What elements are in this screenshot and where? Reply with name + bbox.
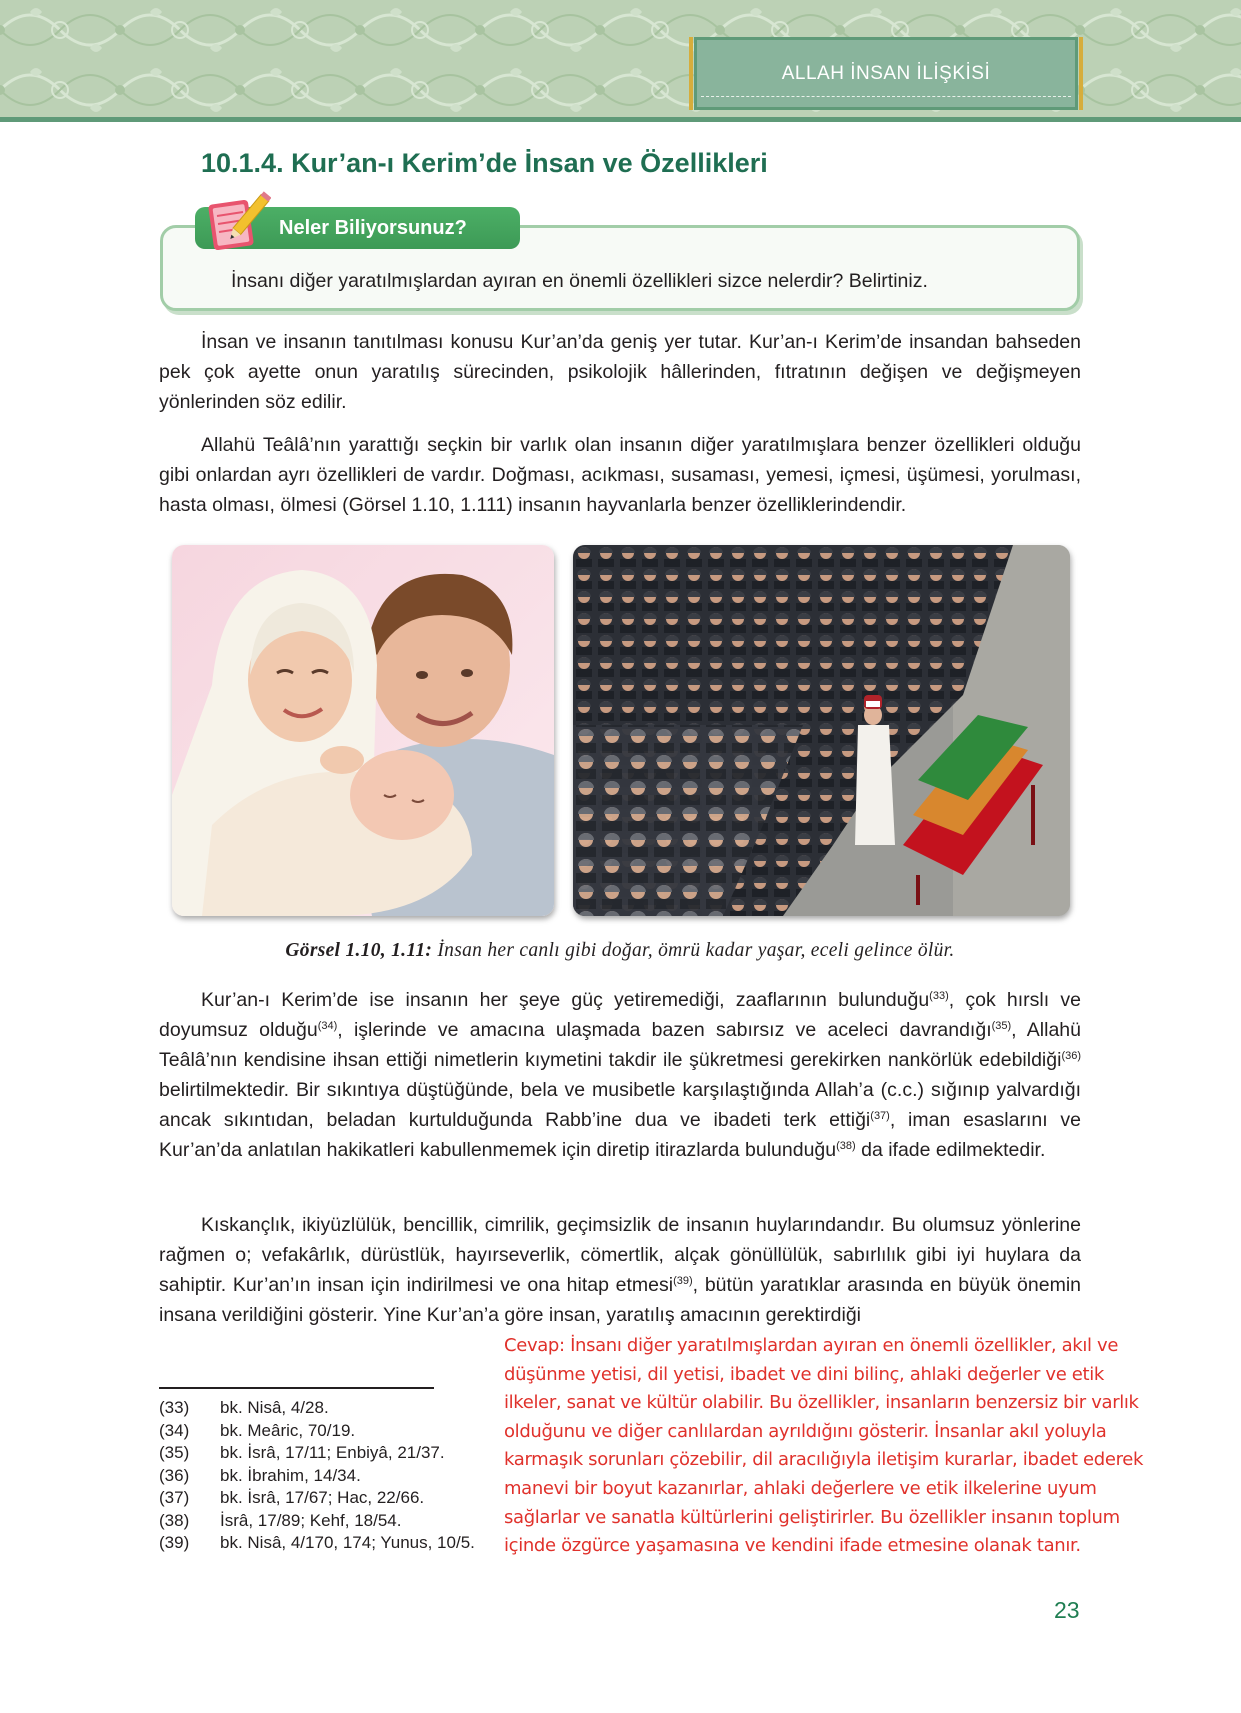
p3-text-7: da ifade edilmektedir.: [855, 1139, 1046, 1161]
p3-text-4: , Allahü Teâlâ’nın kendisine ihsan ettiği nimetlerin kıymetini takdir ile şükretmesi gerekirken nankörlük edebildiği: [159, 1019, 1081, 1071]
answer-line: manevi bir boyut kazanırlar, ahlaki değerlere ve etik ilkelerine uyum: [504, 1477, 1097, 1499]
question-heading: Neler Biliyorsunuz?: [279, 216, 467, 239]
footnote-text: bk. İbrahim, 14/34.: [220, 1465, 361, 1485]
p3-text-2: , çok hırslı ve doyumsuz olduğu: [159, 989, 1081, 1041]
answer-line: olduğunu ve diğer canlılardan ayrıldığını gösterir. İnsanlar akıl yoluyla: [504, 1420, 1107, 1442]
footnote-text: bk. Nisâ, 4/170, 174; Yunus, 10/5.: [220, 1533, 475, 1552]
p3-text-3: , işlerinde ve amacına ulaşmada bazen sabırsız ve aceleci davrandığı: [337, 1019, 992, 1041]
footnote-ref-37[interactable]: (37): [870, 1110, 890, 1122]
footnote-text: bk. İsrâ, 17/67; Hac, 22/66.: [220, 1488, 425, 1507]
paragraph-2: [159, 430, 1081, 520]
footnote-number: (35): [159, 1443, 190, 1462]
footnote-36: [159, 1465, 475, 1488]
p4-text-2: , bütün yaratıklar arasında en büyük önemin insana verildiğini gösterir. Yine Kur’an’a göre insan, yaratılış amacının gerektirdiği: [159, 1274, 1081, 1326]
footnote-33: [159, 1397, 475, 1420]
answer-text: [504, 1332, 1234, 1561]
footnote-ref-38[interactable]: (38): [836, 1140, 856, 1152]
question-text: İnsanı diğer yaratılmışlardan ayıran en önemli özellikleri sizce nelerdir? Belirtiniz.: [231, 270, 928, 292]
p3-text-5: belirtilmektedir. Bir sıkıntıya düştüğünde, bela ve musibetle karşılaştığında Allah’a (c.c.) sığınıp yalvardığı ancak sıkıntıdan, beladan kurtulduğunda Rabb’ine dua ve ibadeti terk ettiği: [159, 1079, 1081, 1131]
footnote-ref-35[interactable]: (35): [991, 1020, 1012, 1032]
footnote-number: (34): [159, 1420, 190, 1440]
answer-line: karmaşık sorunları çözebilir, dil aracılığıyla iletişim kurarlar, ibadet ederek: [504, 1449, 1144, 1471]
footnote-ref-36[interactable]: (36): [1061, 1050, 1081, 1062]
tab-gold-mark: [1079, 37, 1083, 110]
footnote-ref-39[interactable]: (39): [673, 1275, 693, 1287]
footnote-number: (36): [159, 1465, 190, 1485]
footnote-list: [159, 1397, 475, 1555]
paragraph-1-text: İnsan ve insanın tanıtılması konusu Kur’an’da geniş yer tutar. Kur’an-ı Kerim’de insandan bahseden pek çok ayette onun yaratılış sürecinden, psikolojik hâllerinden, fıtratının değişen ve değişmeyen yönlerinden söz edilir.: [159, 331, 1081, 413]
paragraph-1: [159, 327, 1081, 417]
funeral-prayer-photo: [573, 545, 1070, 916]
footnote-ref-34[interactable]: (34): [317, 1020, 338, 1032]
chapter-tab: [694, 37, 1078, 110]
answer-line: düşünme yetisi, dil yetisi, ibadet ve dini bilinç, ahlaki değerler ve etik: [504, 1363, 1104, 1385]
paragraph-3: [159, 985, 1081, 1165]
pencil-notepad-icon: [205, 190, 271, 254]
paragraph-4: [159, 1210, 1081, 1330]
chapter-label: ALLAH İNSAN İLİŞKİSİ: [781, 62, 991, 84]
footnote-38: [159, 1510, 475, 1533]
answer-line: ilkeler, sanat ve kültür olabilir. Bu özellikler, insanların benzersiz bir varlık: [504, 1392, 1139, 1414]
answer-line: sağlarlar ve sanatla kültürlerini geliştirirler. Bu özellikler insanın toplum: [504, 1506, 1120, 1528]
footnote-34: [159, 1420, 475, 1443]
funeral-photo-illustration: [573, 545, 1070, 916]
header-divider: [0, 117, 1241, 122]
footnote-39: [159, 1532, 475, 1555]
caption-label: Görsel 1.10, 1.11:: [285, 940, 433, 961]
family-photo-illustration: [172, 545, 554, 916]
paragraph-2-text: Allahü Teâlâ’nın yarattığı seçkin bir varlık olan insanın diğer yaratılmışlara benzer özellikleri olduğu gibi onlardan ayrı özellikleri de vardır. Doğması, acıkması, susaması, yemesi, içmesi, üşümesi, yorulması, hasta olması, ölmesi (Görsel 1.10, 1.111) insanın hayvanlarla benzer özelliklerindendir.: [159, 434, 1081, 516]
header-ornament-band: [0, 0, 1241, 122]
footnote-35: [159, 1442, 475, 1465]
footnote-37: [159, 1487, 475, 1510]
paragraph-3-text: [159, 985, 1081, 1165]
paragraph-4-text: [159, 1210, 1081, 1330]
footnote-ref-33[interactable]: (33): [929, 990, 949, 1002]
p3-text-1: Kur’an-ı Kerim’de ise insanın her şeye güç yetiremediği, zaaflarının bulunduğu: [201, 989, 930, 1011]
figure-caption: [159, 940, 1081, 962]
answer-line: Cevap: İnsanı diğer yaratılmışlardan ayıran en önemli özellikler, akıl ve: [504, 1335, 1119, 1356]
family-with-baby-photo: [172, 545, 554, 916]
footnote-number: (39): [159, 1533, 190, 1552]
footnote-number: (33): [159, 1398, 190, 1417]
footnote-text: bk. İsrâ, 17/11; Enbiyâ, 21/37.: [220, 1443, 445, 1462]
page-number: 23: [1054, 1597, 1080, 1623]
footnote-divider: [159, 1387, 434, 1389]
footnote-number: (37): [159, 1488, 190, 1507]
footnote-text: bk. Meâric, 70/19.: [220, 1420, 356, 1440]
p4-text-1: Kıskançlık, ikiyüzlülük, bencillik, cimrilik, geçimsizlik de insanın huylarındandır. Bu olumsuz yönlerine rağmen o; vefakârlık, dürüstlük, hayırseverlik, cömertlik, alçak gönüllülük, sabırlılık gibi iyi huylara da sahiptir. Kur’an’ın insan için indirilmesi ve ona hitap etmesi: [159, 1214, 1081, 1296]
footnote-number: (38): [159, 1510, 190, 1530]
answer-line: içinde özgürce yaşamasına ve kendini ifade etmesine olanak tanır.: [504, 1535, 1081, 1557]
footnote-text: İsrâ, 17/89; Kehf, 18/54.: [220, 1510, 402, 1530]
p3-text-6: , iman esaslarını ve Kur’an’da anlatılan hakikatleri kabullenmemek için diretip itirazlarda bulunduğu: [159, 1109, 1081, 1161]
footnote-text: bk. Nisâ, 4/28.: [220, 1398, 329, 1417]
section-title: 10.1.4. Kur’an-ı Kerim’de İnsan ve Özellikleri: [201, 148, 768, 178]
caption-text: İnsan her canlı gibi doğar, ömrü kadar yaşar, eceli gelince ölür.: [432, 940, 955, 961]
